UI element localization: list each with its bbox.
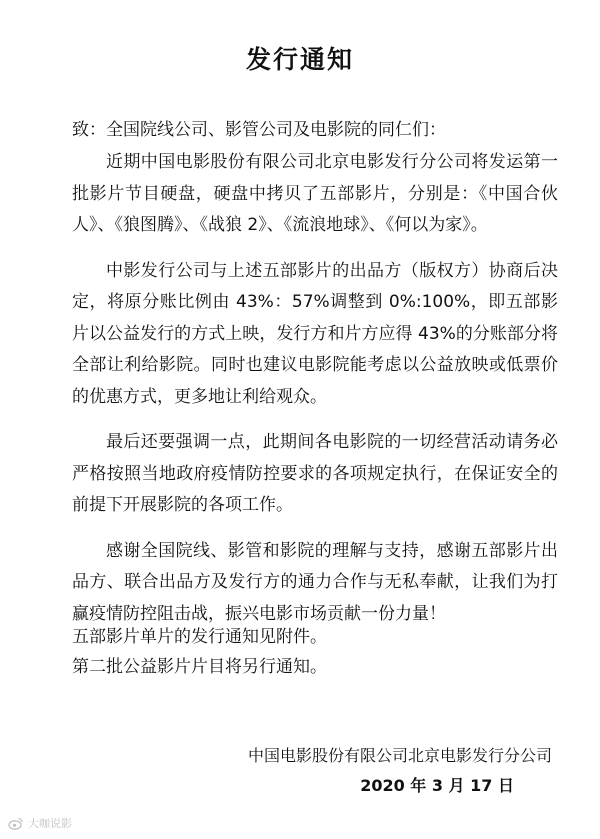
signature-date: 2020 年 3 月 17 日 (360, 776, 514, 795)
paragraph-thanks: 感谢全国院线、影管和影院的理解与支持，感谢五部影片出品方、联合出品方及发行方的通力合作与无私奉献，让我们为打赢疫情防控阻击战，振兴电影市场贡献一份力量！ (72, 540, 558, 624)
note-attachment: 五部影片单片的发行通知见附件。 (72, 627, 327, 647)
signature-organization: 中国电影股份有限公司北京电影发行分公司 (247, 746, 552, 765)
paragraph-safety-reminder: 最后还要强调一点，此期间各电影院的一切经营活动请务必严格按照当地政府疫情防控要求的各项规定执行，在保证安全的前提下开展影院的各项工作。 (72, 432, 558, 515)
watermark-text: 大咖说影 (28, 817, 72, 830)
weibo-logo-icon (8, 815, 24, 831)
document-body (72, 147, 558, 644)
signature-block (248, 742, 552, 800)
note-second-batch: 第二批公益影片片目将另行通知。 (72, 657, 327, 677)
document-title: 发行通知 (245, 45, 354, 74)
watermark (8, 815, 72, 831)
paragraph-film-list: 近期中国电影股份有限公司北京电影发行分公司将发运第一批影片节目硬盘，硬盘中拷贝了五部影片，分别是：《中国合伙人》、《狼图腾》、《战狼 2》、《流浪地球》、《何以为家》。 (72, 152, 558, 235)
paragraph-revenue-share: 中影发行公司与上述五部影片的出品方（版权方）协商后决定，将原分账比例由 43%：57%调整到 0%:100%，即五部影片以公益发行的方式上映，发行方和片方应得 43%的分账部分将全部让利给影院。同时也建议电影院能考虑以公益放映或低票价的优惠方式，更多地让利给观众。 (72, 260, 558, 407)
salutation: 致：全国院线公司、影管公司及电影院的同仁们： (72, 120, 446, 140)
notes-block (72, 622, 552, 682)
